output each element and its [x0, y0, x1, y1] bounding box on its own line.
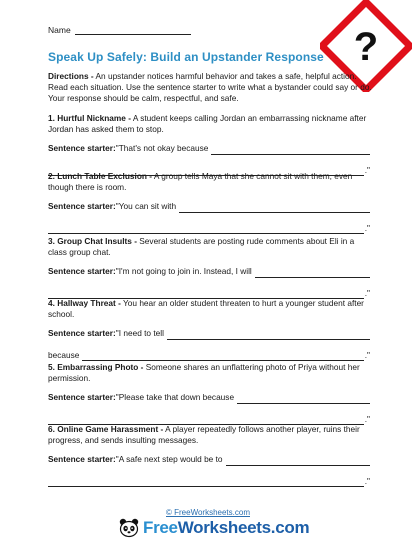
sentence-starter-text: "Please take that down because: [115, 392, 235, 403]
sentence-starter-label: Sentence starter:: [48, 143, 116, 154]
answer-line[interactable]: [226, 457, 370, 466]
directions-label: Directions -: [48, 71, 94, 81]
sentence-starter-label: Sentence starter:: [48, 392, 116, 403]
scenario-item-6: [48, 424, 370, 487]
sentence-starter-text: "That's not okay because: [115, 143, 209, 154]
scenario-item-2: [48, 171, 370, 234]
scenario-item-3: [48, 236, 370, 299]
directions-text: An upstander notices harmful behavior and takes a safe, helpful action. Read each situation. Use the sentence starter to write what a bystander could say or do. Your response should be calm, respectful, and safe.: [48, 71, 372, 104]
closing-quote: .": [364, 413, 370, 424]
answer-line[interactable]: [211, 146, 370, 155]
scenario-text: A student keeps calling Jordan an embarrassing nickname after Jordan has asked them to stop.: [48, 113, 367, 135]
sentence-starter-label: Sentence starter:: [48, 454, 116, 465]
scenario-heading: 5. Embarrassing Photo -: [48, 362, 144, 372]
closing-quote: .": [364, 475, 370, 486]
answer-line[interactable]: [179, 204, 370, 213]
answer-line[interactable]: [167, 331, 370, 340]
logo-free: Free: [143, 518, 178, 537]
scenario-heading: 3. Group Chat Insults -: [48, 236, 137, 246]
closing-quote: .": [364, 222, 370, 233]
logo-wordmark: [143, 518, 309, 538]
answer-line-continued[interactable]: [48, 478, 364, 487]
directions-paragraph: [48, 71, 373, 105]
scenario-heading: 6. Online Game Harassment -: [48, 424, 164, 434]
sentence-starter-text: "You can sit with: [115, 201, 177, 212]
scenario-item-1: [48, 113, 370, 176]
sentence-starter-label: Sentence starter:: [48, 201, 116, 212]
scenario-text: A group tells Maya that she cannot sit with them, even though there is room.: [48, 171, 353, 193]
sentence-starter-text: "I need to tell: [115, 328, 164, 339]
answer-line[interactable]: [255, 269, 370, 278]
scenario-heading: 2. Lunch Table Exclusion -: [48, 171, 153, 181]
sentence-starter-label: Sentence starter:: [48, 266, 116, 277]
logo-rest: Worksheets.com: [177, 518, 310, 537]
scenario-text: Someone shares an unflattering photo of Priya without her permission.: [48, 362, 360, 384]
scenario-item-5: [48, 362, 370, 425]
answer-line-continued[interactable]: [48, 225, 364, 234]
question-mark-glyph: ?: [353, 25, 379, 69]
scenario-heading: 1. Hurtful Nickname -: [48, 113, 131, 123]
closing-quote: .": [364, 287, 370, 298]
scenario-text: Several students are posting rude comments about Eli in a class group chat.: [48, 236, 355, 258]
scenario-heading: 4. Hallway Threat -: [48, 298, 121, 308]
name-row: [48, 25, 191, 35]
scenario-item-4: [48, 298, 370, 361]
site-logo[interactable]: [118, 518, 309, 538]
closing-quote: .": [364, 164, 370, 175]
continuation-prefix: because: [48, 349, 80, 360]
answer-line[interactable]: [237, 395, 370, 404]
copyright-link[interactable]: © FreeWorksheets.com: [166, 508, 250, 517]
sentence-starter-text: "I'm not going to join in. Instead, I will: [115, 266, 252, 277]
name-label: Name: [48, 25, 71, 35]
sentence-starter-label: Sentence starter:: [48, 328, 116, 339]
answer-line-continued[interactable]: [82, 352, 363, 361]
name-blank-line[interactable]: [75, 25, 191, 35]
scenario-text: You hear an older student threaten to hurt a younger student after school.: [48, 298, 364, 320]
closing-quote: .": [364, 349, 370, 360]
sentence-starter-text: "A safe next step would be to: [115, 454, 223, 465]
panda-icon: [118, 518, 140, 538]
worksheet-title: Speak Up Safely: Build an Upstander Response: [48, 50, 324, 64]
scenario-text: A player repeatedly follows another player, ruins their progress, and sends insulting messages.: [48, 424, 360, 446]
